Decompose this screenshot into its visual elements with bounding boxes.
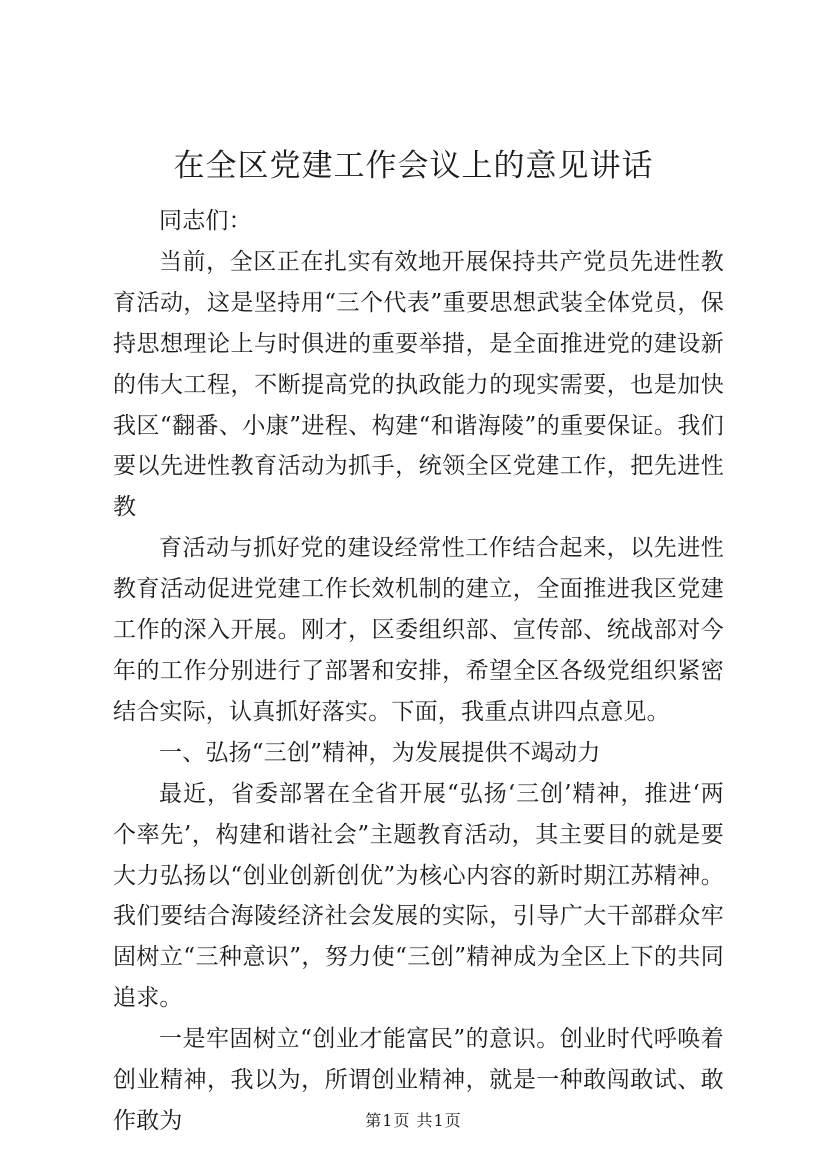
salutation-paragraph: 同志们： [159,208,252,234]
body-paragraph: 当前，全区正在扎实有效地开展保持共产党员先进性教育活动，这是坚持用“三个代表”重要思想武装全体党员，保持思想理论上与时俱进的重要举措，是全面推进党的建设新的伟大工程，不断提高党的执政能力的现实需要，也是加快我区“翻番、小康”进程、构建“和谐海陵”的重要保证。我们要以先进性教育活动为抓手，统领全区党建工作，把先进性教 [113,248,724,521]
body-paragraph: 最近，省委部署在全省开展“弘扬‘三创’精神，推进‘两个率先’，构建和谐社会”主题教育活动，其主要目的就是要大力弘扬以“创业创新创优”为核心内容的新时期江苏精神。我们要结合海陵经济社会发展的实际，引导广大干部群众牢固树立“三种意识”，努力使“三创”精神成为全区上下的共同追求。 [113,780,724,1012]
section-heading: 一、弘扬“三创”精神，为发展提供不竭动力 [159,739,601,766]
document-title: 在全区党建工作会议上的意见讲话 [173,148,654,184]
document-body [113,201,724,1142]
body-paragraph: 一是牢固树立“创业才能富民”的意识。创业时代呼唤着创业精神，我以为，所谓创业精神，就是一种敢闯敢试、敢作敢为 [113,1026,724,1134]
body-paragraph: 育活动与抓好党的建设经常性工作结合起来，以先进性教育活动促进党建工作长效机制的建立，全面推进我区党建工作的深入开展。刚才，区委组织部、宣传部、统战部对今年的工作分别进行了部署和安排，希望全区各级党组织紧密结合实际，认真抓好落实。下面，我重点讲四点意见。 [113,535,724,725]
page-number: 第1页 共1页 [365,1111,462,1130]
